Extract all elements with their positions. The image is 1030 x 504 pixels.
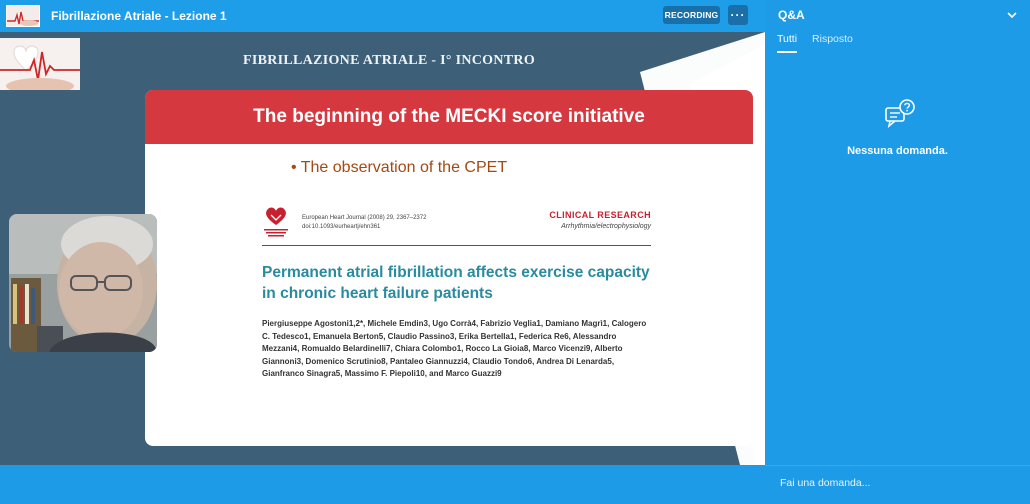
tab-tutti[interactable]: Tutti (777, 33, 797, 53)
slide-title-band (145, 90, 753, 144)
ecg-heart-image (0, 38, 80, 90)
journal-citation (302, 214, 426, 232)
ask-question-input[interactable] (780, 477, 1015, 489)
paper-title: Permanent atrial fibrillation affects exercise capacity in chronic heart failure patients (262, 264, 650, 302)
presenter-webcam (9, 214, 157, 352)
journal-line: European Heart Journal (2008) 29, 2367–2372 (302, 215, 427, 221)
presentation-thumbnail-icon (6, 5, 40, 27)
ask-question-bar (765, 465, 1030, 504)
slide-header: FIBRILLAZIONE ATRIALE - I° INCONTRO (243, 53, 536, 68)
paper-excerpt (262, 205, 651, 405)
window-title: Fibrillazione Atriale - Lezione 1 (51, 9, 227, 23)
slide-title: The beginning of the MECKI score initiative (253, 106, 645, 127)
doi-line: doi:10.1093/eurheartj/ehn361 (302, 224, 381, 230)
qa-tabs (777, 33, 868, 53)
paper-divider (262, 245, 651, 246)
slide-bullet: • The observation of the CPET (291, 159, 508, 176)
esc-heart-logo-icon (262, 205, 290, 239)
qa-panel (765, 0, 1030, 465)
qa-bubbles-icon (884, 98, 916, 130)
more-options-button[interactable]: ··· (728, 5, 748, 25)
top-bar (0, 0, 765, 32)
chevron-down-icon[interactable] (1006, 9, 1018, 21)
qa-title: Q&A (778, 8, 805, 22)
paper-subsection: Arrhythmia/electrophysiology (561, 223, 651, 230)
recording-button[interactable]: RECORDING (663, 6, 720, 24)
slide-card (145, 90, 753, 446)
slide-stage (0, 32, 765, 465)
paper-section: CLINICAL RESEARCH (549, 210, 651, 220)
paper-authors: Piergiuseppe Agostoni1,2*, Michele Emdin3, Ugo Corrà4, Fabrizio Veglia1, Damiano Magrì1, Calogero C. Tedesco1, Emanuela Berton5, Claudio Passino3, Erika Bertella1, Federica Re6, Alessandro Mezzani4, Romualdo Belardinelli7, Chiara Colombo1, Rocco La Gioia8, Marco Vicenzi9, Alberto Giannoni3, Domenico Scrutinio8, Pantaleo Giannuzzi4, Claudio Tondo6, Andrea Di Lenarda5, Gianfranco Sinagra5, Massimo F. Piepoli10, and Marco Guazzi9 (262, 319, 647, 378)
qa-empty-message: Nessuna domanda. (847, 145, 948, 157)
bottom-bar (0, 465, 765, 504)
tab-risposto[interactable]: Risposto (812, 33, 853, 45)
